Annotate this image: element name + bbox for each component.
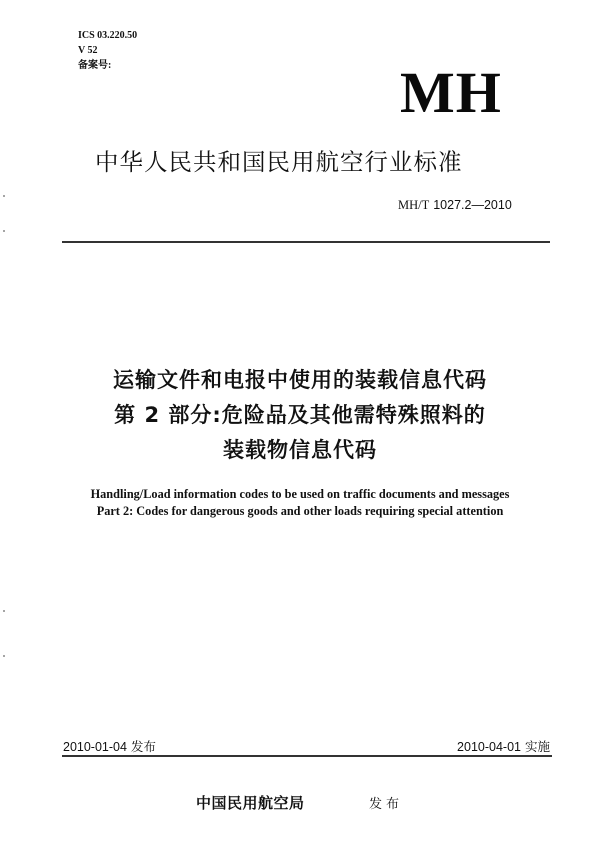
scan-speck — [3, 230, 5, 232]
scan-speck — [3, 610, 5, 612]
scan-speck — [3, 655, 5, 657]
scan-speck — [3, 195, 5, 197]
chinese-title-line: 运输文件和电报中使用的装载信息代码 — [113, 368, 487, 392]
english-title-line: Handling/Load information codes to be used on traffic documents and messages — [90, 487, 510, 501]
chinese-title-line: 第 2 部分:危险品及其他需特殊照料的 — [114, 403, 486, 427]
filing-number-label: 备案号: — [78, 60, 112, 71]
issuing-action: 发布 — [369, 797, 404, 812]
standard-number-value: 1027.2—2010 — [433, 198, 512, 212]
effective-date — [457, 737, 550, 755]
chinese-title-line: 装载物信息代码 — [223, 438, 377, 462]
effective-date-value: 2010-04-01 — [457, 740, 521, 754]
header-divider — [62, 241, 550, 243]
english-title-line: Part 2: Codes for dangerous goods and other loads requiring special attention — [96, 503, 504, 518]
classification-block — [78, 28, 137, 73]
footer-divider — [62, 755, 552, 757]
effective-date-label: 实施 — [524, 739, 550, 754]
standard-number — [398, 197, 512, 213]
publish-date-label: 发布 — [130, 739, 156, 754]
issuing-authority: 中国民用航空局 — [196, 796, 305, 812]
class-code: V 52 — [78, 45, 98, 56]
publish-date — [63, 737, 156, 755]
organization-title: 中华人民共和国民用航空行业标准 — [95, 148, 463, 176]
english-title — [0, 486, 600, 519]
publish-date-value: 2010-01-04 — [63, 740, 127, 754]
mh-logo: MH — [400, 60, 502, 125]
ics-code: ICS 03.220.50 — [78, 30, 138, 41]
chinese-title — [0, 363, 600, 468]
standard-number-prefix: MH/T — [398, 198, 430, 212]
